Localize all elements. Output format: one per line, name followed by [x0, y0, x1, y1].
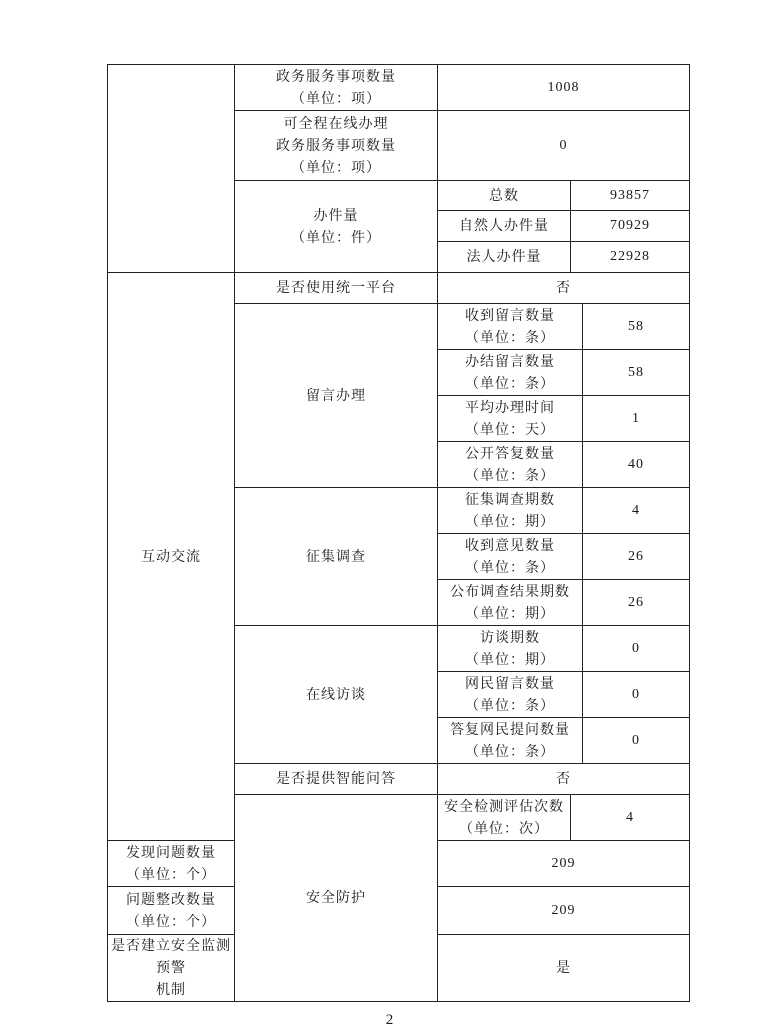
security-section-label: 安全防护 [235, 795, 438, 1002]
opinions-label: 收到意见数量 [465, 537, 555, 554]
assessment-label-cell [438, 795, 571, 841]
avg-time-label-cell [438, 396, 583, 442]
netizen-msg-value: 0 [583, 672, 690, 718]
issues-found-value: 209 [438, 841, 690, 887]
netizen-msg-label-cell [438, 672, 583, 718]
answered-label: 答复网民提问数量 [450, 721, 570, 738]
unified-platform-label: 是否使用统一平台 [235, 273, 438, 304]
closed-label-cell [438, 350, 583, 396]
natural-label: 自然人办件量 [438, 211, 571, 242]
unit-label: （单位：期） [465, 651, 555, 668]
volume-label: 办件量 [313, 207, 359, 224]
unit-label: （单位：条） [465, 559, 555, 576]
interview-label: 在线访谈 [235, 626, 438, 764]
online-label-line1: 可全程在线办理 [283, 115, 389, 132]
unit-label: （单位：条） [465, 375, 555, 392]
unit-label: （单位：项） [291, 90, 381, 107]
closed-label: 办结留言数量 [465, 353, 555, 370]
unit-label: （单位：天） [465, 421, 555, 438]
survey-periods-label: 征集调查期数 [465, 491, 555, 508]
online-label-line2: 政务服务事项数量 [276, 137, 396, 154]
survey-periods-label-cell [438, 488, 583, 534]
warning-label-cell [108, 935, 235, 1002]
received-label: 收到留言数量 [465, 307, 555, 324]
received-label-cell [438, 304, 583, 350]
issues-fixed-value: 209 [438, 887, 690, 935]
answered-value: 0 [583, 718, 690, 764]
unit-label: （单位：个） [126, 913, 216, 930]
unit-label: （单位：项） [291, 159, 381, 176]
assessment-value: 4 [571, 795, 690, 841]
unified-platform-value: 否 [438, 273, 690, 304]
interview-periods-label-cell [438, 626, 583, 672]
issues-fixed-label: 问题整改数量 [126, 891, 216, 908]
warning-label-line2: 机制 [156, 982, 186, 998]
unit-label: （单位：个） [126, 866, 216, 883]
results-label-cell [438, 580, 583, 626]
online-value: 0 [438, 111, 690, 181]
issues-fixed-label-cell [108, 887, 235, 935]
natural-value: 70929 [571, 211, 690, 242]
page-number: 2 [385, 1012, 394, 1028]
opinions-value: 26 [583, 534, 690, 580]
report-table [107, 64, 690, 1002]
online-label-cell [235, 111, 438, 181]
interview-periods-value: 0 [583, 626, 690, 672]
unit-label: （单位：条） [465, 467, 555, 484]
unit-label: （单位：期） [465, 513, 555, 530]
results-value: 26 [583, 580, 690, 626]
assessment-label: 安全检测评估次数 [444, 798, 564, 815]
volume-label-cell [235, 181, 438, 273]
unit-label: （单位：期） [465, 605, 555, 622]
issues-found-label-cell [108, 841, 235, 887]
total-label: 总数 [438, 181, 571, 211]
warning-label-line1: 是否建立安全监测预警 [111, 938, 231, 976]
unit-label: （单位：条） [465, 697, 555, 714]
answered-label-cell [438, 718, 583, 764]
public-reply-label-cell [438, 442, 583, 488]
legal-value: 22928 [571, 242, 690, 273]
total-value: 93857 [571, 181, 690, 211]
netizen-msg-label: 网民留言数量 [465, 675, 555, 692]
issues-found-label: 发现问题数量 [126, 844, 216, 861]
gov-service-section-cell [108, 65, 235, 273]
unit-label: （单位：条） [465, 743, 555, 760]
survey-label: 征集调查 [235, 488, 438, 626]
items-label-cell [235, 65, 438, 111]
table-row [108, 273, 690, 304]
interview-periods-label: 访谈期数 [480, 629, 540, 646]
received-value: 58 [583, 304, 690, 350]
items-label: 政务服务事项数量 [276, 68, 396, 85]
public-reply-label: 公开答复数量 [465, 445, 555, 462]
smart-qa-label: 是否提供智能问答 [235, 764, 438, 795]
items-value: 1008 [438, 65, 690, 111]
legal-label: 法人办件量 [438, 242, 571, 273]
opinions-label-cell [438, 534, 583, 580]
warning-value: 是 [438, 935, 690, 1002]
avg-time-label: 平均办理时间 [465, 399, 555, 416]
unit-label: （单位：件） [291, 229, 381, 246]
closed-value: 58 [583, 350, 690, 396]
message-handling-label: 留言办理 [235, 304, 438, 488]
unit-label: （单位：条） [465, 329, 555, 346]
results-label: 公布调查结果期数 [450, 583, 570, 600]
avg-time-value: 1 [583, 396, 690, 442]
table-row [108, 65, 690, 111]
survey-periods-value: 4 [583, 488, 690, 534]
unit-label: （单位：次） [459, 820, 549, 837]
smart-qa-value: 否 [438, 764, 690, 795]
public-reply-value: 40 [583, 442, 690, 488]
interaction-section-label: 互动交流 [108, 273, 235, 841]
